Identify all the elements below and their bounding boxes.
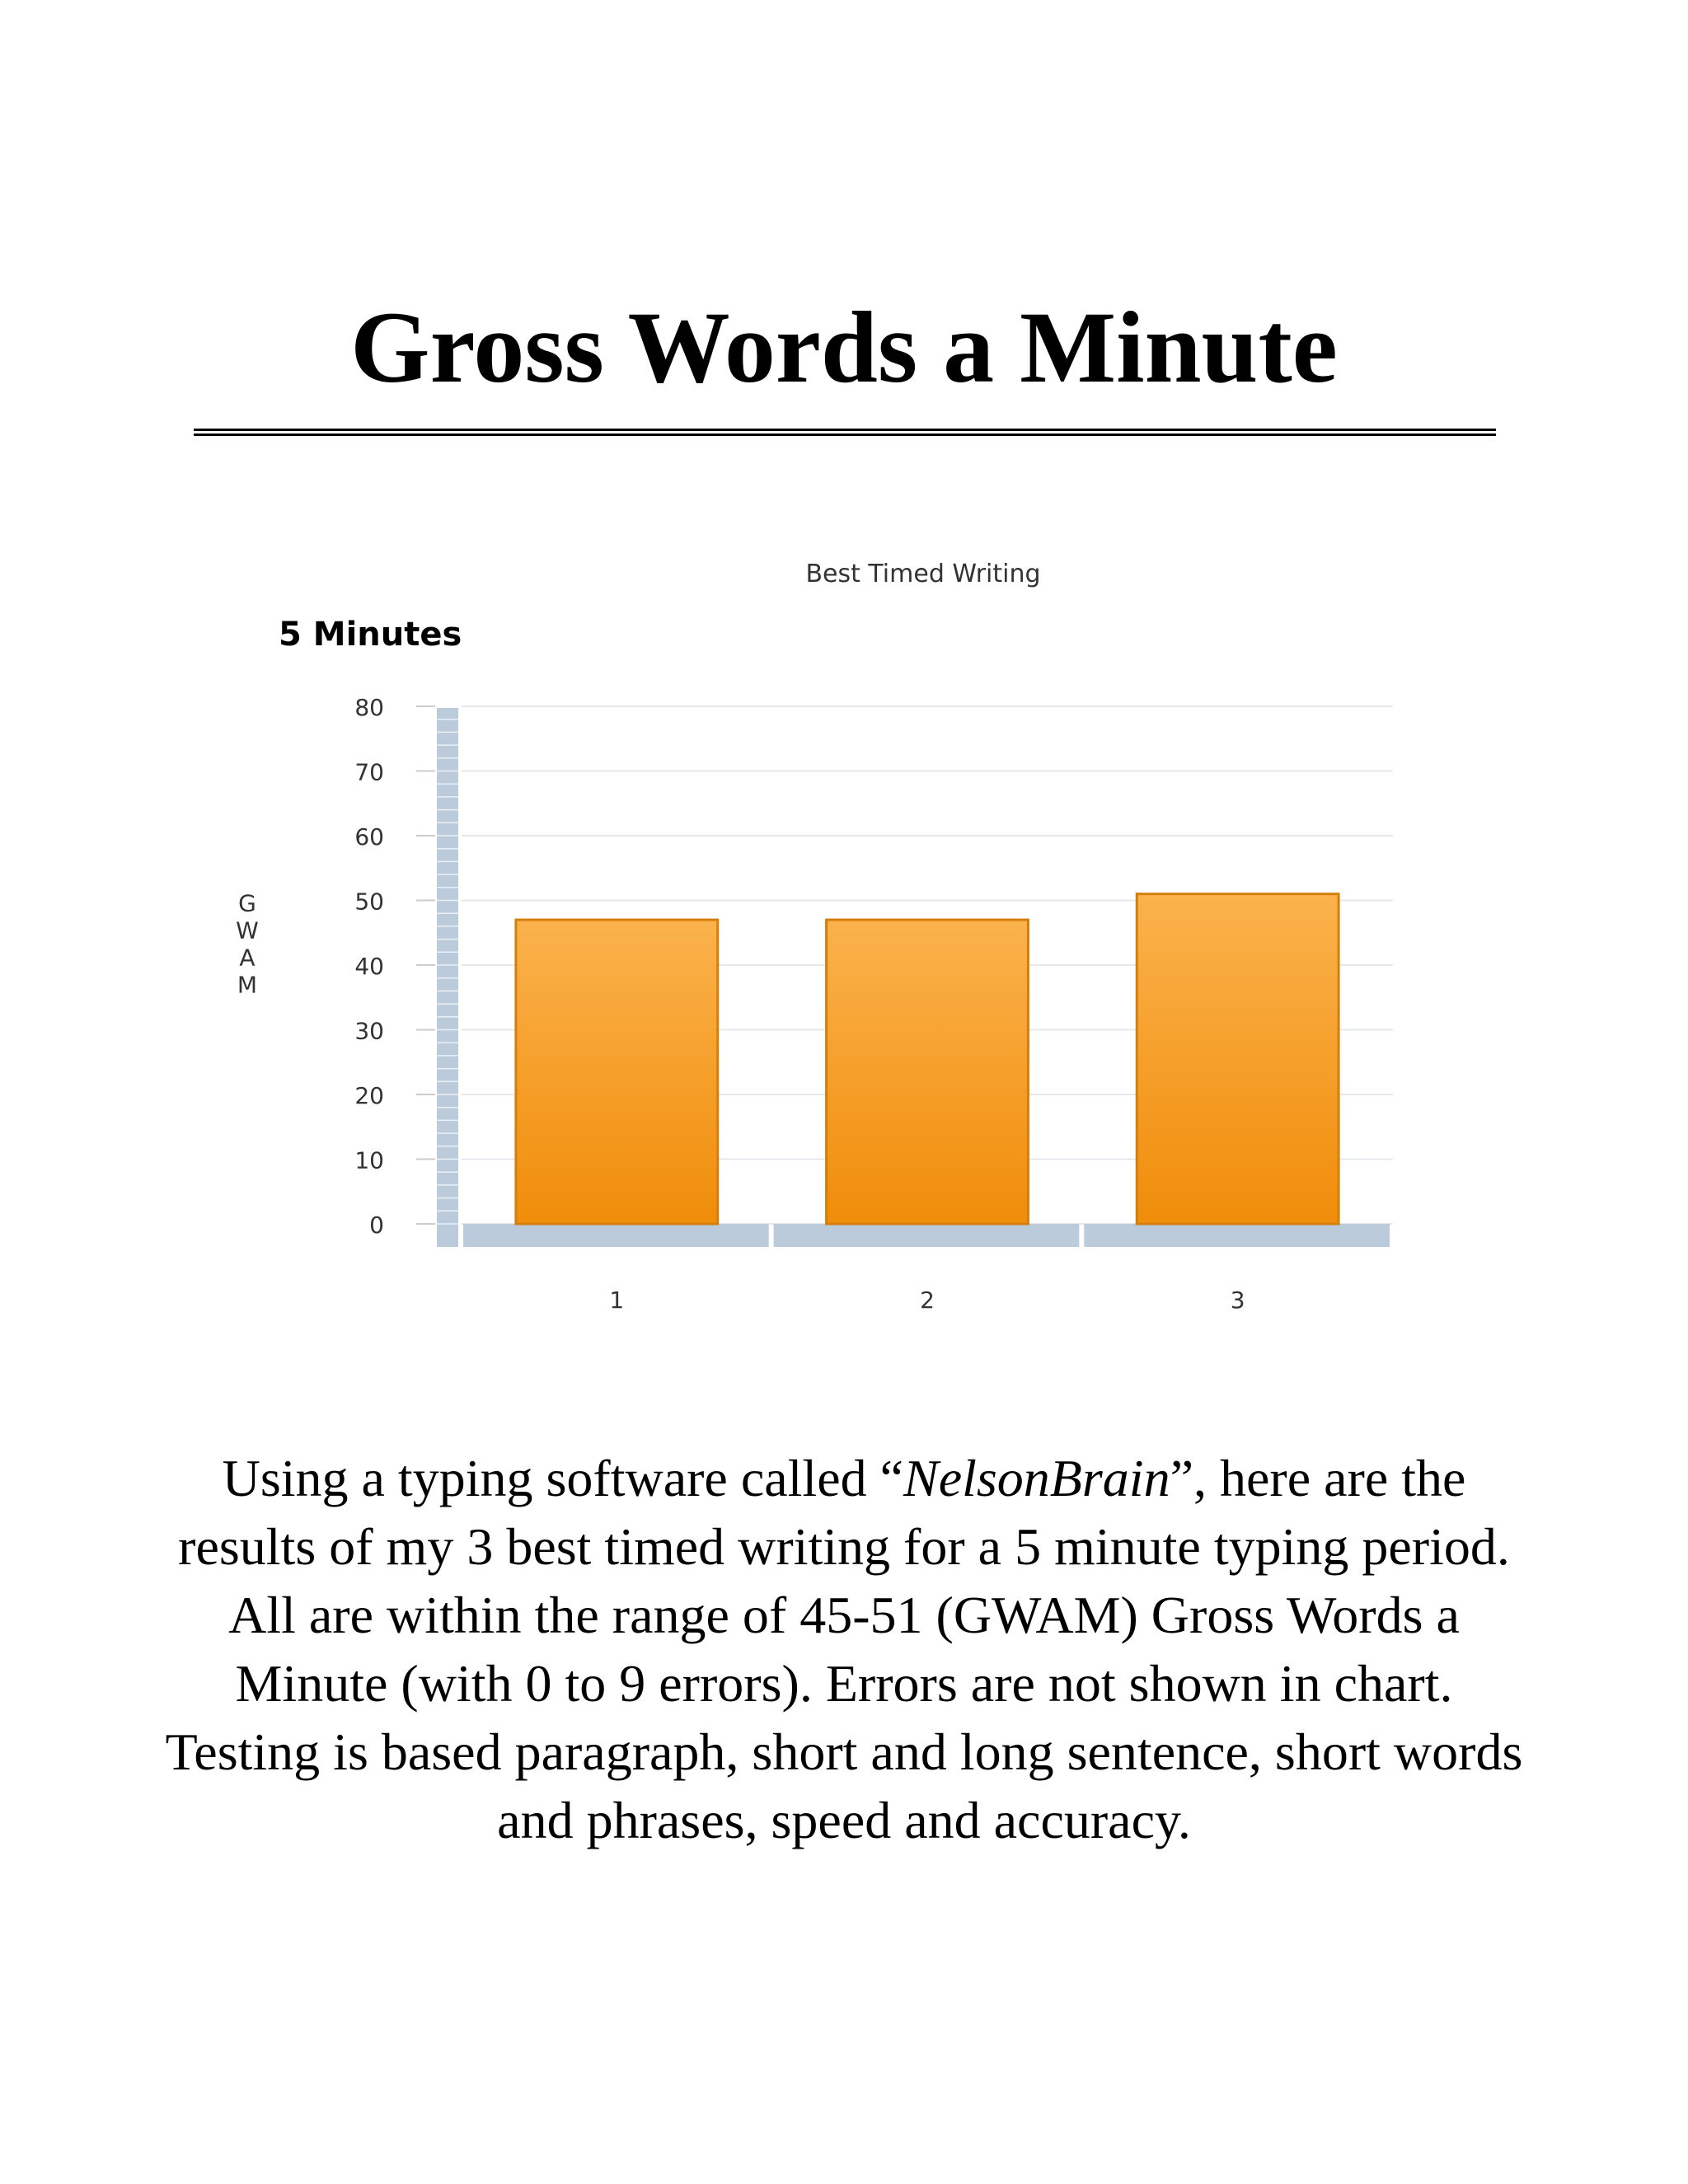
bar-2: [827, 920, 1029, 1224]
y-axis-label: [236, 890, 259, 999]
x-axis-block: [774, 1224, 1080, 1247]
y-tick-label: 40: [354, 953, 384, 980]
tick-labels: [354, 694, 1245, 1314]
chart-title: Best Timed Writing: [805, 560, 1041, 588]
y-tick-label: 80: [354, 694, 384, 721]
x-tick-label: 3: [1230, 1286, 1245, 1314]
y-tick-label: 0: [369, 1212, 384, 1239]
y-axis-label-letter: M: [237, 971, 258, 999]
y-tick-label: 60: [354, 823, 384, 851]
chart-subtitle: 5 Minutes: [279, 616, 462, 654]
bars: [516, 894, 1339, 1224]
caption-before: Using a typing software called “: [222, 1449, 903, 1507]
caption-paragraph: [165, 1444, 1523, 1854]
chart-svg: [0, 527, 1688, 1335]
bar-chart: [0, 527, 1688, 1335]
y-tick-label: 70: [354, 758, 384, 786]
bar-1: [516, 920, 718, 1224]
title-double-rule: [194, 429, 1496, 436]
y-axis-label-letter: G: [238, 889, 256, 917]
y-axis-label-letter: A: [239, 944, 256, 972]
y-tick-label: 10: [354, 1146, 384, 1174]
bar-3: [1137, 894, 1339, 1224]
caption-app-name: NelsonBrain: [903, 1449, 1170, 1507]
y-tick-label: 50: [354, 888, 384, 916]
x-axis-block: [1084, 1224, 1390, 1247]
caption-after: ”, here are the results of my 3 best timed writing for a 5 minute typing period. All are within the range of 45-51 (GWAM) Gross Words a Minute (with 0 to 9 errors). Errors are not shown in chart. Testing is based paragraph, short and long sentence, short words and phrases, speed and accuracy.: [165, 1449, 1523, 1849]
page-title: Gross Words a Minute: [350, 291, 1338, 404]
y-axis-label-letter: W: [236, 916, 259, 944]
x-axis-block: [463, 1224, 769, 1247]
y-tick-label: 20: [354, 1082, 384, 1109]
x-tick-label: 2: [920, 1286, 935, 1314]
y-tick-label: 30: [354, 1017, 384, 1045]
x-tick-label: 1: [609, 1286, 625, 1314]
